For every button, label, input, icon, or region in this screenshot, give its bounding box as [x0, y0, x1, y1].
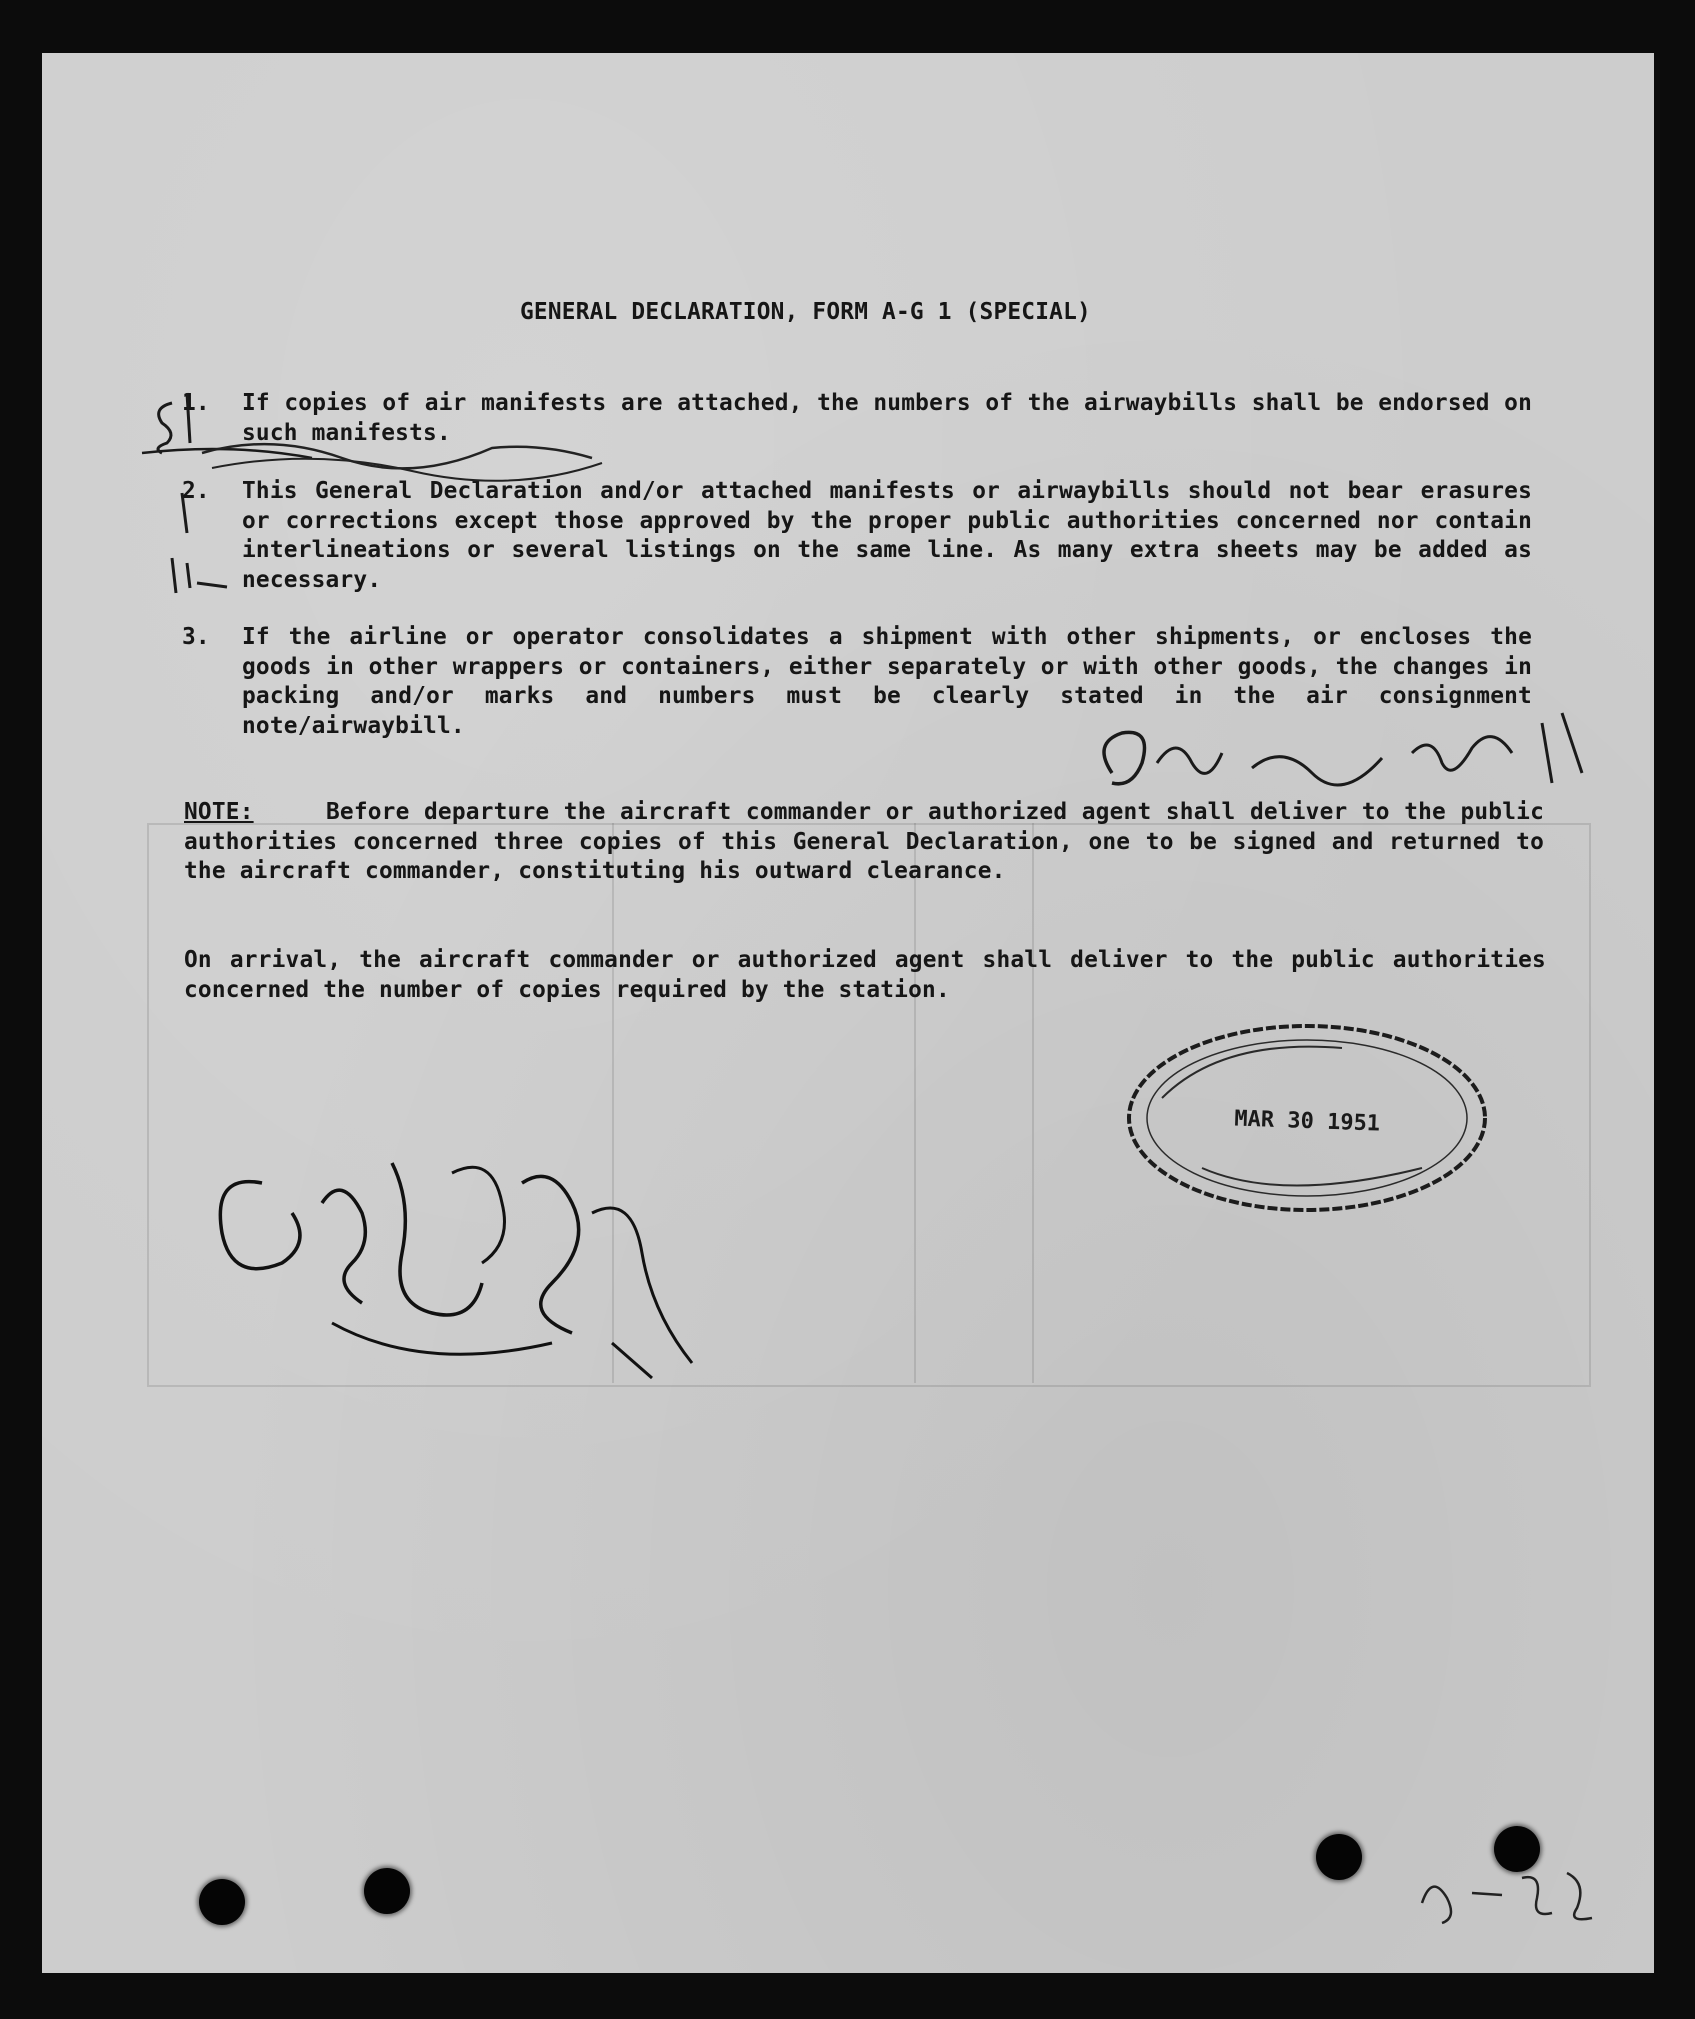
item-text: If copies of air manifests are attached, the numbers of the airwaybills shall be endorsed on such manifests.: [242, 390, 1532, 446]
note-text: Before departure the aircraft commander or authorized agent shall deliver to the public authorities concerned three copies of this General Declaration, one to be signed and returned to the aircraft commander, constituting his outward clearance.: [184, 799, 1545, 884]
handwritten-annotation: [1082, 693, 1602, 823]
item-text: This General Declaration and/or attached manifests or airwaybills should not bear erasures or corrections except those approved by the proper public authorities concerned nor contain interlineations or several listings on the same line. As many extra sheets may be added as necessary.: [242, 478, 1532, 593]
item-text: If the airline or operator consolidates a shipment with other shipments, or encloses the goods in other wrappers or containers, either separately or with other goods, the changes in packing and/or marks and numbers must be clearly stated in the air consignment note/airwaybill.: [242, 624, 1532, 739]
item-number: 3.: [182, 624, 210, 650]
bleed-through-column: [1032, 823, 1074, 1383]
stamp-date: MAR 30 1951: [1233, 1106, 1381, 1137]
punch-hole: [199, 1879, 245, 1925]
item-number: 1.: [182, 390, 210, 416]
punch-hole: [364, 1868, 410, 1914]
handwritten-signature: [192, 1113, 712, 1393]
official-stamp: [1122, 1018, 1492, 1218]
page-title: GENERAL DECLARATION, FORM A-G 1 (SPECIAL): [520, 299, 1091, 325]
note-label: NOTE:: [184, 799, 254, 825]
margin-marks: [132, 383, 332, 643]
document-page: [42, 53, 1654, 1973]
item-number: 2.: [182, 478, 210, 504]
arrival-paragraph: On arrival, the aircraft commander or authorized agent shall deliver to the public authorities concerned the number of copies required by the station.: [184, 947, 1546, 1003]
punch-hole: [1494, 1826, 1540, 1872]
handwritten-scribble: [192, 423, 612, 483]
punch-hole: [1316, 1834, 1362, 1880]
bleed-through-heading: [462, 173, 476, 213]
